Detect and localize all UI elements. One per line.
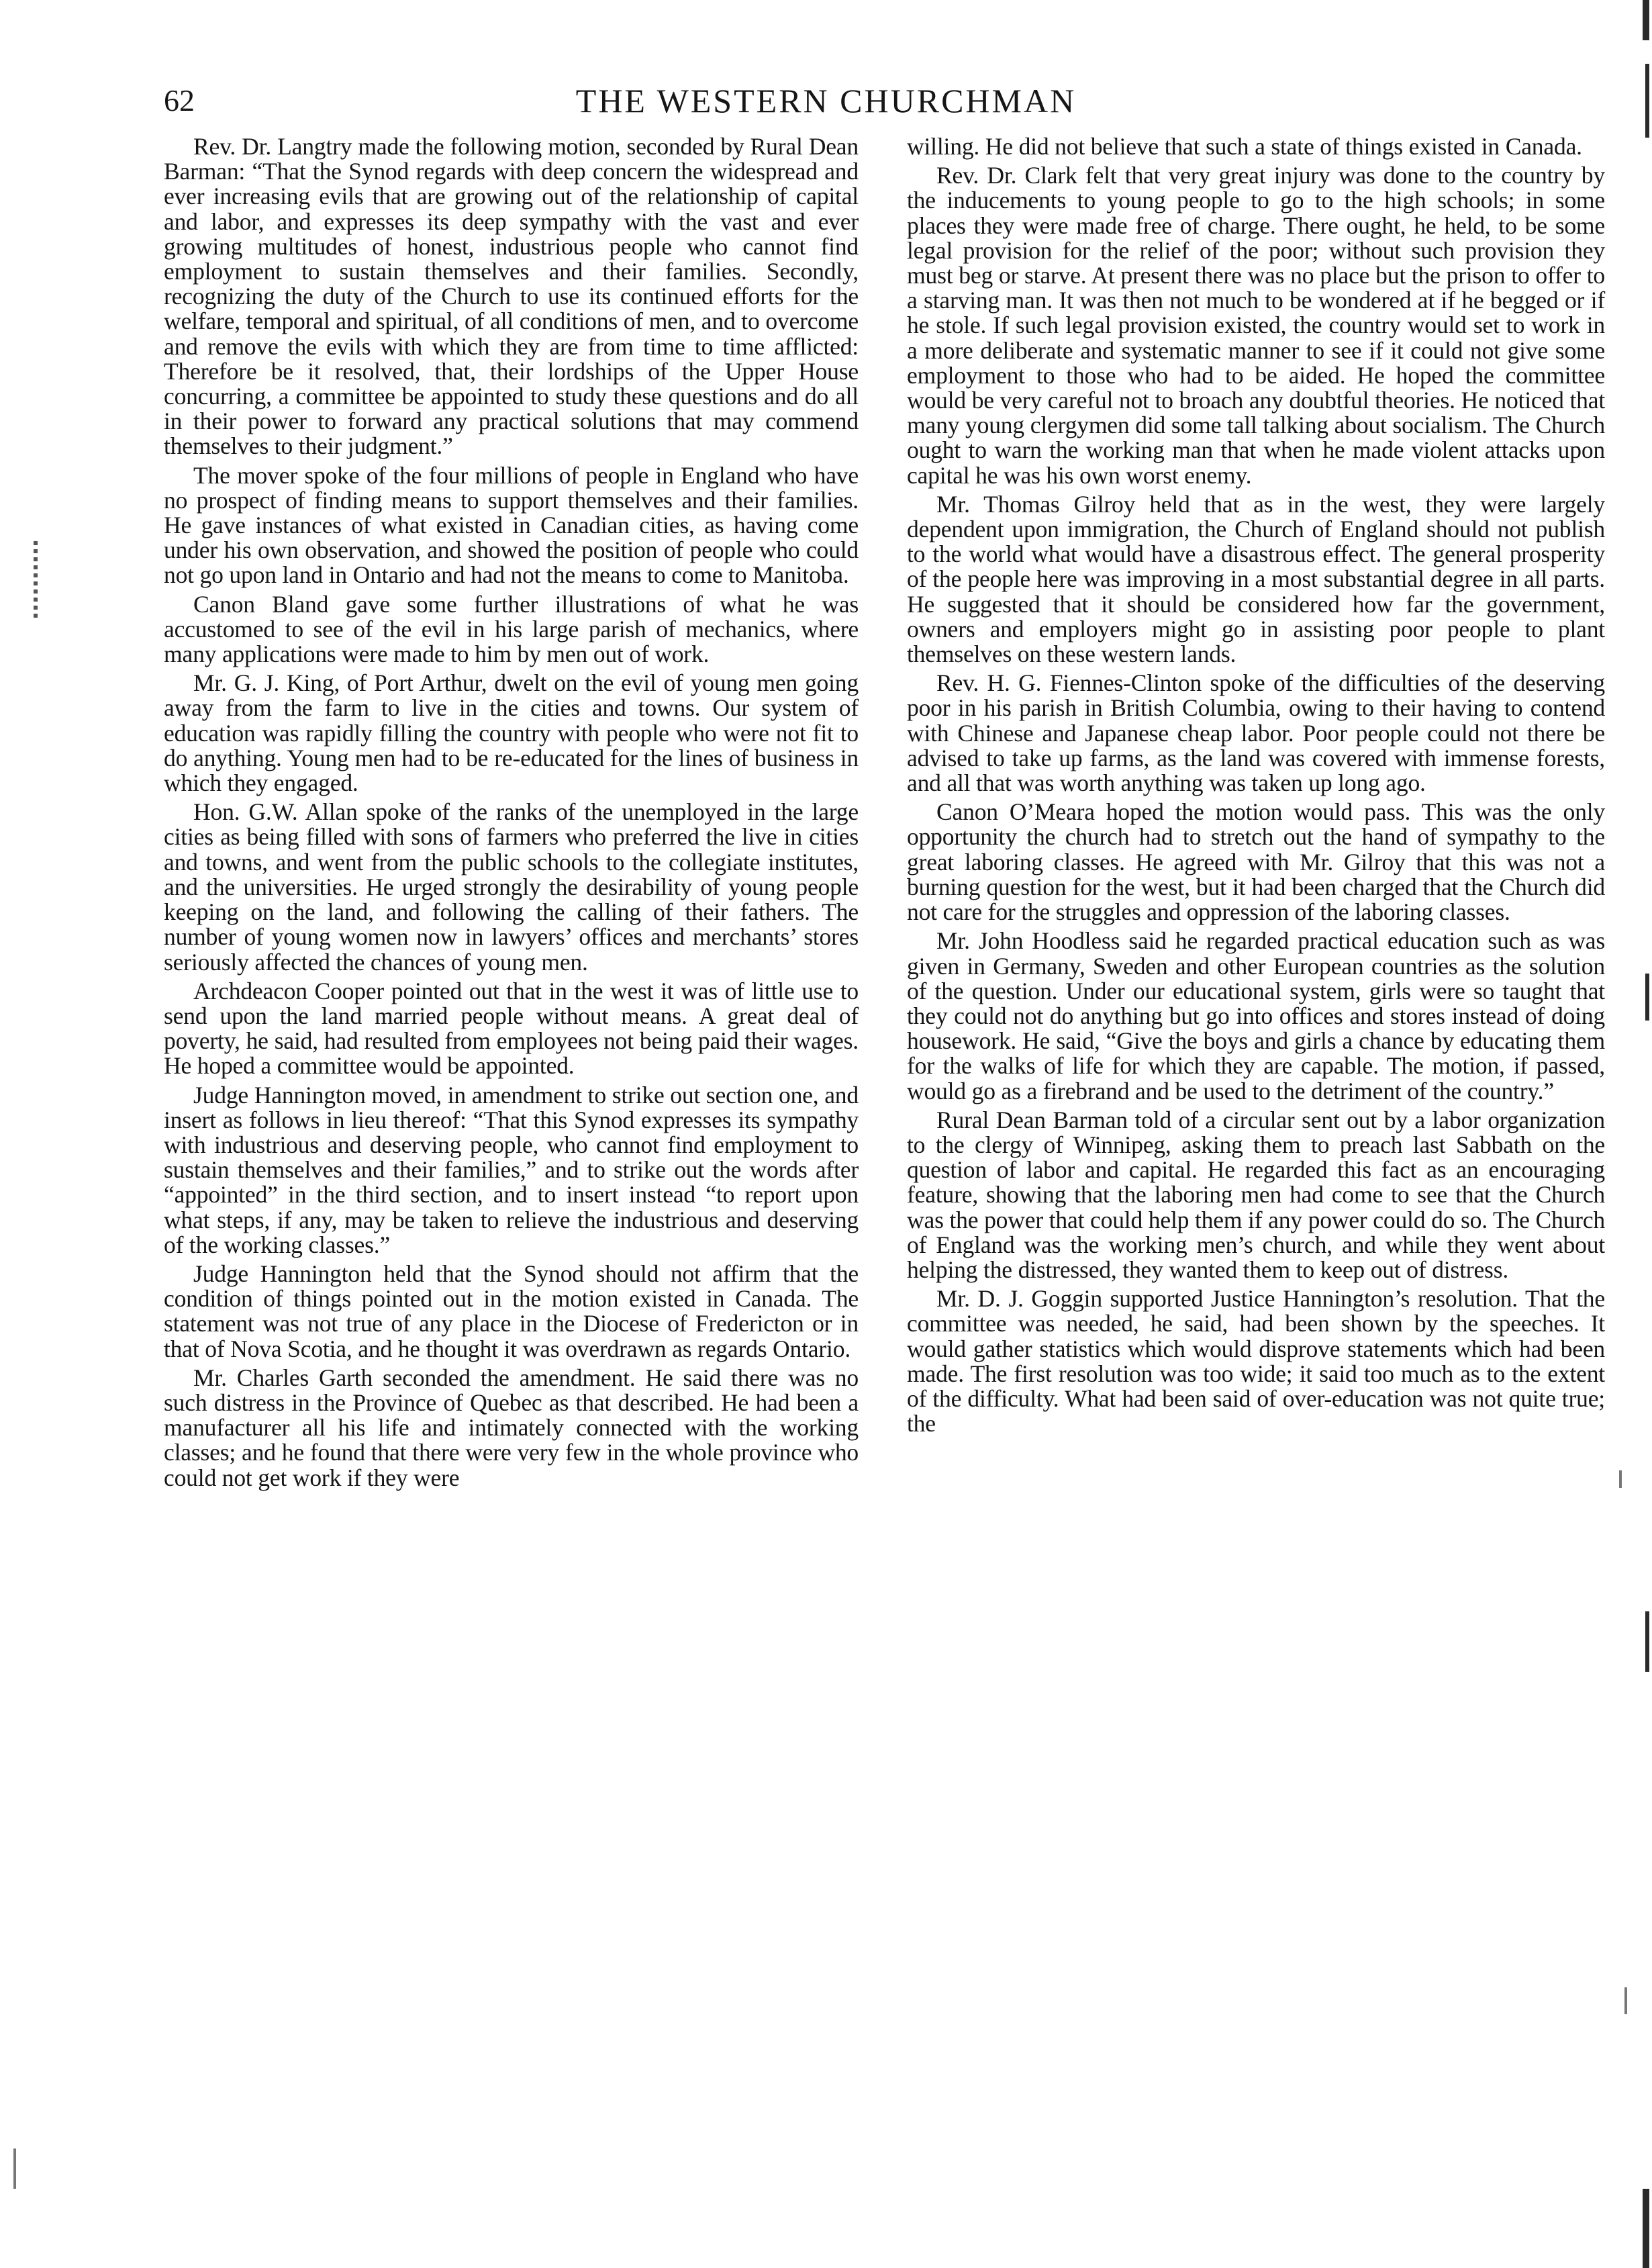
paragraph: Canon O’Meara hoped the motion would pass. This was the only opportunity the church had to stretch out the hand of sympathy to the great laboring classes. He agreed with Mr. Gilroy that this was not a burning question for the west, but it had been charged that the Church did not care for the struggles and oppression of the laboring classes. <box>907 798 1605 926</box>
paragraph: Mr. D. J. Goggin supported Justice Hannington’s resolution. That the committee was needed, he said, had been shown by the speeches. It would gather statistics which would disprove statements which had been made. The first resolution was too wide; it said too much as to the extent of the difficulty. What had been said of over-education was not quite true; the <box>907 1285 1605 1437</box>
paragraph: Rev. H. G. Fiennes-Clinton spoke of the difficulties of the deserving poor in his parish in British Columbia, owing to their having to contend with Chinese and Japanese cheap labor. Poor people could not there be advised to take up farms, as the land was covered with immense forests, and all that was worth anything was taken up long ago. <box>907 669 1605 797</box>
scan-speck <box>1624 1987 1627 2014</box>
paragraph: Canon Bland gave some further illustrations of what he was accustomed to see of the evil in his large parish of mechanics, where many applications were made to him by men out of work. <box>164 590 859 668</box>
left-column <box>164 134 859 1495</box>
paragraph: Mr. Thomas Gilroy held that as in the west, they were largely dependent upon immigration, the Church of England should not publish to the world what would have a disastrous effect. The general prosperity of the people here was improving in a most substantial degree in all parts. He suggested that it should be considered how far the government, owners and employers might go in assisting poor people to plant themselves on these western lands. <box>907 490 1605 668</box>
page-number: 62 <box>164 83 195 117</box>
paragraph: Judge Hannington held that the Synod should not affirm that the condition of things pointed out in the motion existed in Canada. The statement was not true of any place in the Diocese of Fredericton or in that of Nova Scotia, and he thought it was overdrawn as regards Ontario. <box>164 1260 859 1362</box>
scan-speck <box>13 2148 16 2189</box>
right-column <box>907 134 1605 1440</box>
page-title: THE WESTERN CHURCHMAN <box>575 82 1077 120</box>
paragraph: The mover spoke of the four millions of people in England who have no prospect of finding means to support themselves and their families. He gave instances of what existed in Canadian cities, as having come under his own observation, and showed the position of people who could not go upon land in Ontario and had not the means to come to Manitoba. <box>164 461 859 589</box>
paragraph: Mr. John Hoodless said he regarded practical education such as was given in Germany, Sweden and other European countries as the solution of the question. Under our educational system, girls were so taught that they could not do anything but go into offices and stores instead of doing housework. He said, “Give the boys and girls a chance by educating them for the walks of life for which they are capable. The motion, if passed, would go as a firebrand and be used to the detriment of the country.” <box>907 927 1605 1104</box>
scan-speck <box>1619 1470 1622 1488</box>
paragraph: Rev. Dr. Clark felt that very great injury was done to the country by the inducements to young people to go to the high schools; in some places they were made free of charge. There ought, he held, to be some legal provision for the relief of the poor; without such provision they must beg or starve. At present there was no place but the prison to offer to a starving man. It was then not much to be wondered at if he begged or if he stole. If such legal provision existed, the country would set to work in a more deliberate and systematic manner to see if it could not give some employment to those who had to be aided. He hoped the committee would be very careful not to broach any doubtful theories. He noticed that many young clergymen did some tall talking about socialism. The Church ought to warn the working man that when he made violent attacks upon capital he was his own worst enemy. <box>907 162 1605 489</box>
paragraph: Archdeacon Cooper pointed out that in the west it was of little use to send upon the land married people without means. A great deal of poverty, he said, had resulted from employees not being paid their wages. He hoped a committee would be appointed. <box>164 977 859 1080</box>
paragraph: Mr. G. J. King, of Port Arthur, dwelt on the evil of young men going away from the farm to live in the cities and towns. Our system of education was rapidly filling the country with people who were not fit to do anything. Young men had to be re-educated for the lines of business in which they engaged. <box>164 669 859 797</box>
paragraph: Judge Hannington moved, in amendment to strike out section one, and insert as follows in lieu thereof: “That this Synod expresses its sympathy with industrious and deserving people, who cannot find employment to sustain themselves and their families,” and to strike out the words after “appointed” in the third section, and to insert instead “to report upon what steps, if any, may be taken to relieve the industrious and deserving of the working classes.” <box>164 1081 859 1258</box>
paragraph: Hon. G.W. Allan spoke of the ranks of the unemployed in the large cities as being filled with sons of farmers who preferred the live in cities and towns, and went from the public schools to the collegiate institutes, and the universities. He urged strongly the desirability of young people keeping on the land, and following the calling of their fathers. The number of young women now in lawyers’ offices and merchants’ stores seriously affected the chances of young men. <box>164 798 859 976</box>
paragraph: Mr. Charles Garth seconded the amendment. He said there was no such distress in the Province of Quebec as that described. He had been a manufacturer all his life and intimately connected with the working classes; and he found that there were very few in the whole province who could not get work if they were <box>164 1364 859 1491</box>
paragraph: Rural Dean Barman told of a circular sent out by a labor organization to the clergy of Winnipeg, asking them to preach last Sabbath on the question of labor and capital. He regarded this fact as an encouraging feature, showing that the laboring men had come to see that the Church was the power that could help them if any power could do so. The Church of England was the working men’s church, and while they went about helping the distressed, they wanted them to keep out of distress. <box>907 1106 1605 1283</box>
paragraph: Rev. Dr. Langtry made the following motion, seconded by Rural Dean Barman: “That the Synod regards with deep concern the widespread and ever increasing evils that are growing out of the relationship of capital and labor, and expresses its deep sympathy with the vast and ever growing multitudes of honest, industrious people who cannot find employment to sustain themselves and their families. Secondly, recognizing the duty of the Church to use its continued efforts for the welfare, temporal and spiritual, of all conditions of men, and to overcome and remove the evils with which they are from time to time afflicted: Therefore be it resolved, that, their lordships of the Upper House concurring, a committee be appointed to study these questions and do all in their power to forward any practical solutions that may commend themselves to their judgment.” <box>164 133 859 460</box>
paragraph: willing. He did not believe that such a state of things existed in Canada. <box>907 133 1582 160</box>
margin-mark <box>32 537 39 611</box>
scan-edge <box>1637 0 1652 2268</box>
